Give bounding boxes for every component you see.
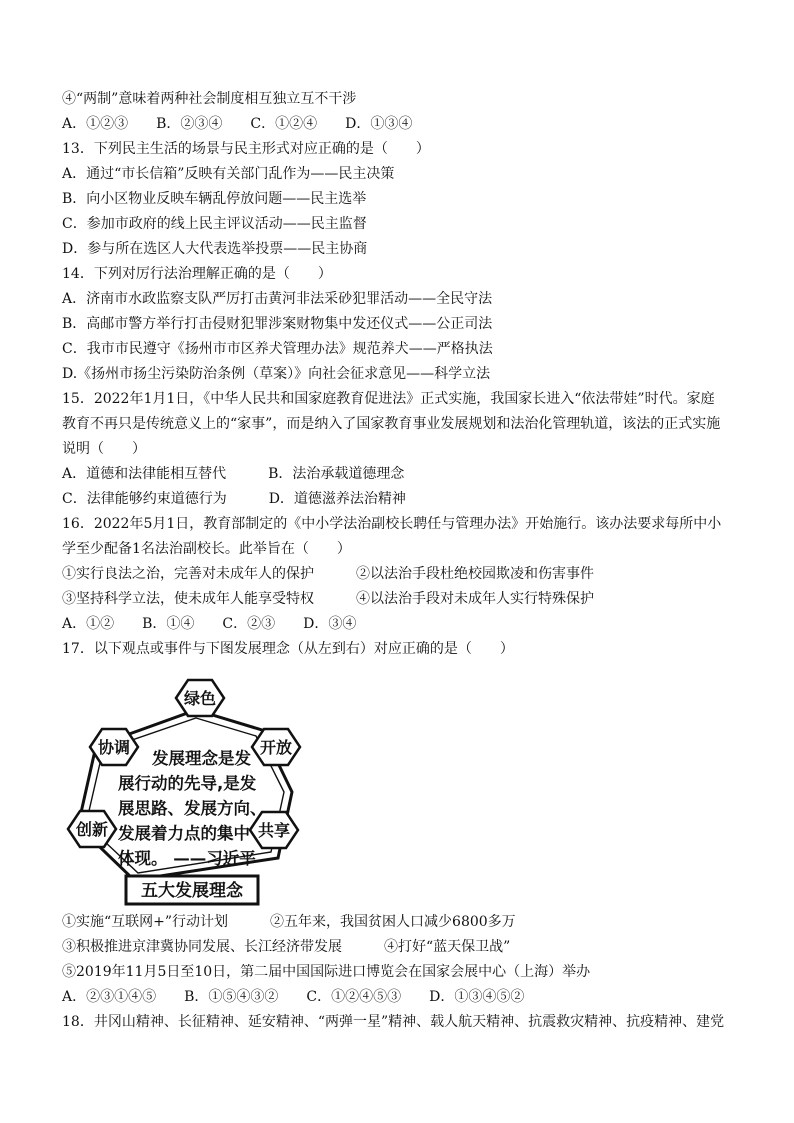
q16-statements-12: ①实行良法之治，完善对未成年人的保护 ②以法治手段杜绝校园欺凌和伤害事件 bbox=[62, 566, 594, 582]
q13-stem: 13．下列民主生活的场景与民主形式对应正确的是（ ） bbox=[62, 141, 430, 157]
hexagon-coordinate bbox=[90, 729, 138, 765]
q16-stem-line-2: 学至少配备1名法治副校长。此举旨在（ ） bbox=[62, 541, 351, 557]
quote-line-5: 体现。 ——习近平 bbox=[118, 849, 256, 868]
hexagon-coordinate-label: 协调 bbox=[97, 738, 131, 757]
q13-option-c: C．参加市政府的线上民主评议活动——民主监督 bbox=[62, 216, 367, 232]
q14-option-a: A．济南市水政监察支队严厉打击黄河非法采砂犯罪活动——全民守法 bbox=[62, 291, 493, 307]
hexagon-innovate bbox=[68, 811, 116, 847]
hexagon-open bbox=[252, 729, 300, 765]
q12-answers: A．①②③ B．②③④ C．①②④ D．①③④ bbox=[62, 116, 413, 132]
quote-line-3: 展思路、发展方向、 bbox=[118, 799, 267, 818]
quote-line-4: 发展着力点的集中 bbox=[118, 824, 250, 843]
q15-stem-line-2: 教育不再只是传统意义上的“家事”，而是纳入了国家教育事业发展规划和法治化管理轨道，该法的正式实施 bbox=[62, 416, 721, 432]
q15-stem-line-1: 15．2022年1月1日，《中华人民共和国家庭教育促进法》正式实施，我国家长进入“依法带娃”时代。家庭 bbox=[62, 391, 715, 407]
q15-options-cd: C．法律能够约束道德行为 D．道德滋养法治精神 bbox=[62, 491, 406, 507]
banner-label: 五大发展理念 bbox=[141, 881, 243, 901]
q15-stem-line-3: 说明（ ） bbox=[62, 441, 146, 457]
q14-stem: 14．下列对厉行法治理解正确的是（ ） bbox=[62, 266, 332, 282]
q13-option-d: D．参与所在选区人大代表选举投票——民主协商 bbox=[62, 241, 368, 257]
five-development-concepts-figure bbox=[64, 676, 304, 908]
q14-option-c: C．我市市民遵守《扬州市市区养犬管理办法》规范养犬——严格执法 bbox=[62, 341, 493, 357]
hexagon-open-label: 开放 bbox=[259, 738, 293, 757]
q17-statement-5: ⑤2019年11月5日至10日，第二届中国国际进口博览会在国家会展中心（上海）举办 bbox=[62, 964, 591, 980]
hexagon-green bbox=[176, 680, 224, 716]
q14-option-d: D.《扬州市扬尘污染防治条例（草案）》向社会征求意见——科学立法 bbox=[62, 366, 491, 382]
q17-statements-34: ③积极推进京津冀协同发展、长江经济带发展 ④打好“蓝天保卫战” bbox=[62, 939, 511, 955]
q14-option-b: B．高邮市警方举行打击侵财犯罪涉案财物集中发还仪式——公正司法 bbox=[62, 316, 493, 332]
q18-stem: 18．井冈山精神、长征精神、延安精神、“两弹一星”精神、载人航天精神、抗震救灾精神、抗疫精神、建党 bbox=[62, 1014, 725, 1030]
hexagon-innovate-label: 创新 bbox=[75, 820, 109, 839]
q17-statements-12: ①实施“互联网+”行动计划 ②五年来，我国贫困人口减少6800多万 bbox=[62, 914, 516, 930]
hexagon-green-label: 绿色 bbox=[183, 689, 217, 708]
q16-statements-34: ③坚持科学立法，使未成年人能享受特权 ④以法治手段对未成年人实行特殊保护 bbox=[62, 591, 594, 607]
option-line-4: ④“两制”意味着两种社会制度相互独立互不干涉 bbox=[62, 91, 357, 107]
q13-option-b: B．向小区物业反映车辆乱停放问题——民主选举 bbox=[62, 191, 367, 207]
q16-answers: A．①② B．①④ C．②③ D．③④ bbox=[62, 616, 357, 632]
q15-options-ab: A．道德和法律能相互替代 B．法治承载道德理念 bbox=[62, 466, 405, 482]
q16-stem-line-1: 16．2022年5月1日，教育部制定的《中小学法治副校长聘任与管理办法》开始施行。该办法要求每所中小 bbox=[62, 516, 722, 532]
q13-option-a: A．通过“市长信箱”反映有关部门乱作为——民主决策 bbox=[62, 166, 395, 182]
q17-stem: 17．以下观点或事件与下图发展理念（从左到右）对应正确的是（ ） bbox=[62, 641, 514, 657]
hexagon-share-label: 共享 bbox=[257, 821, 291, 840]
quote-line-1: 发展理念是发 bbox=[152, 749, 251, 768]
q17-answers: A．②③①④⑤ B．①⑤④③② C．①②④⑤③ D．①③④⑤② bbox=[62, 989, 525, 1005]
quote-line-2: 展行动的先导,是发 bbox=[118, 774, 257, 793]
